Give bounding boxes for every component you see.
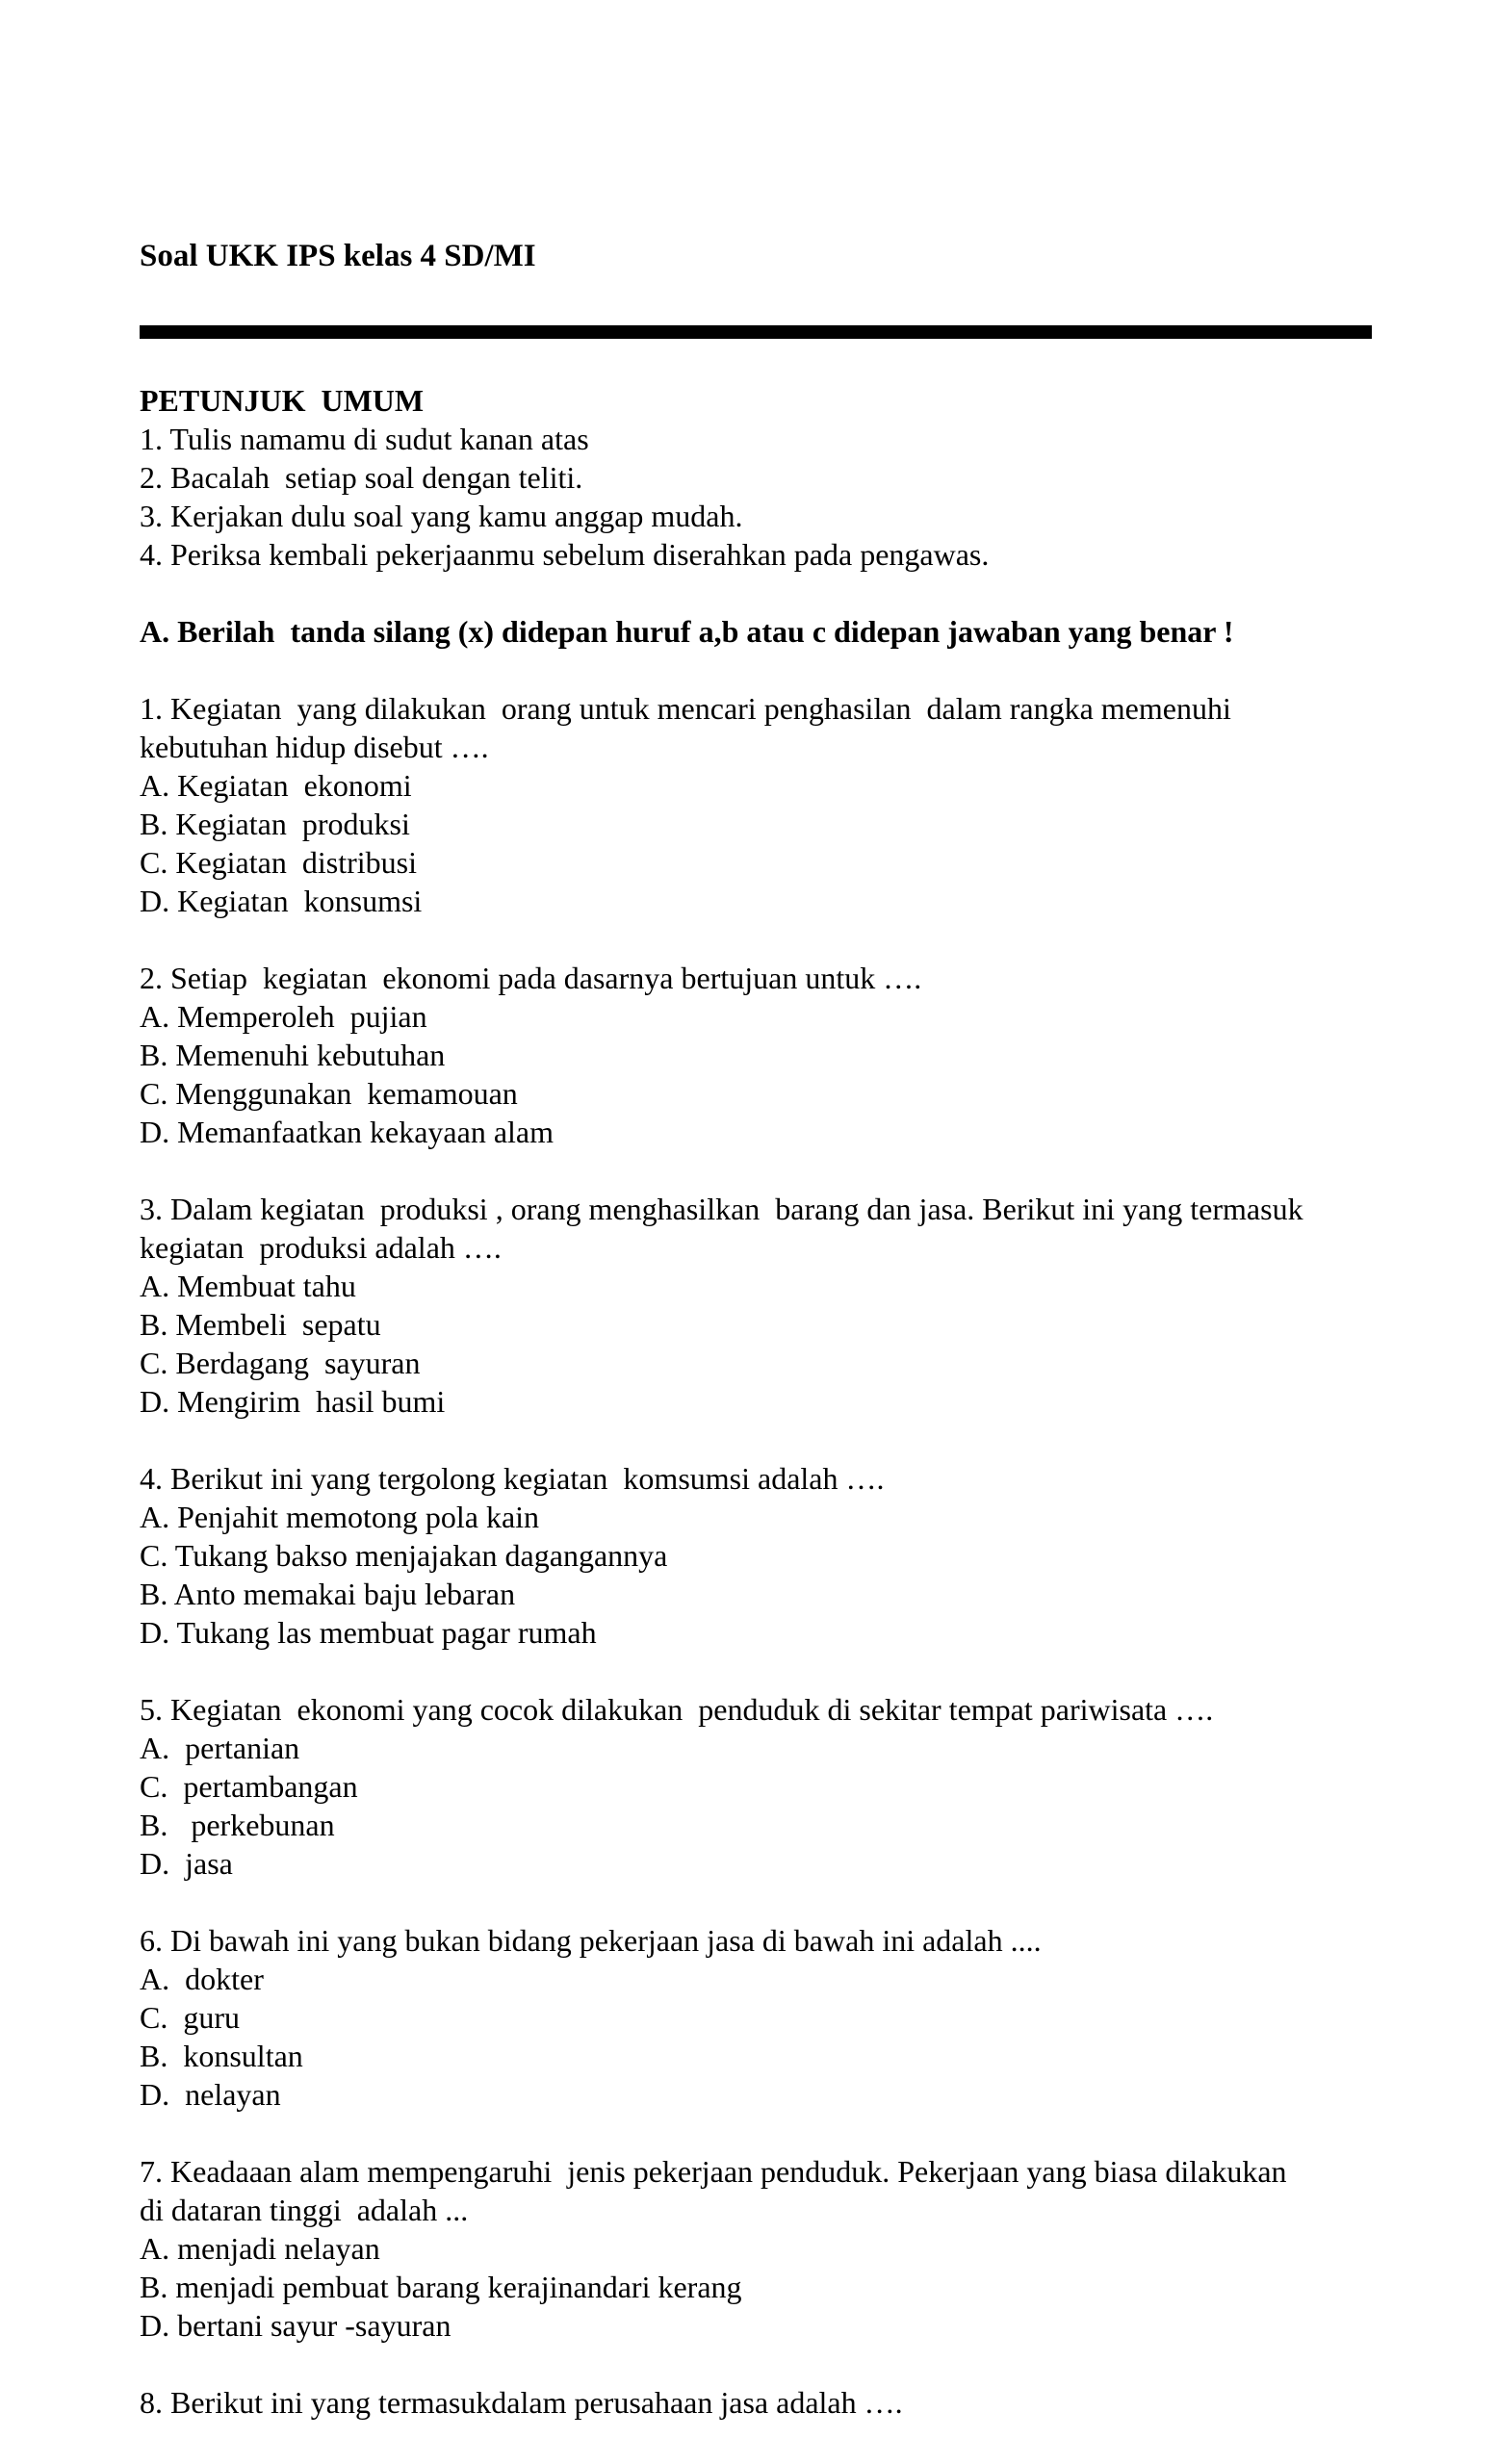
instructions-heading: PETUNJUK UMUM: [140, 383, 425, 418]
question-stem: 1. Kegiatan yang dilakukan orang untuk mencari penghasilan dalam rangka memenuhi: [140, 691, 1231, 726]
answer-option: D. Memanfaatkan kekayaan alam: [140, 1115, 555, 1149]
answer-option: A. pertanian: [140, 1731, 300, 1765]
answer-option: D. Kegiatan konsumsi: [140, 884, 423, 918]
question-3: [140, 1190, 1381, 1421]
section-a-heading: A. Berilah tanda silang (x) didepan huruf a,b atau c didepan jawaban yang benar !: [140, 614, 1234, 649]
answer-option: B. Anto memakai baju lebaran: [140, 1577, 516, 1611]
instruction-item: 2. Bacalah setiap soal dengan teliti.: [140, 460, 583, 495]
answer-option: D. Tukang las membuat pagar rumah: [140, 1615, 597, 1650]
answer-option: B. Kegiatan produksi: [140, 807, 410, 841]
answer-option: A. Penjahit memotong pola kain: [140, 1500, 540, 1534]
instruction-item: 1. Tulis namamu di sudut kanan atas: [140, 422, 589, 456]
answer-option: C. Kegiatan distribusi: [140, 845, 417, 880]
answer-option: A. Kegiatan ekonomi: [140, 768, 412, 803]
answer-option: B. Memenuhi kebutuhan: [140, 1038, 446, 1072]
answer-option: B. menjadi pembuat barang kerajinandari kerang: [140, 2270, 742, 2304]
title-divider: [140, 325, 1372, 339]
answer-option: B. perkebunan: [140, 1808, 335, 1842]
general-instructions: [140, 381, 1381, 574]
question-stem: 6. Di bawah ini yang bukan bidang pekerjaan jasa di bawah ini adalah ....: [140, 1923, 1042, 1958]
answer-option: D. Mengirim hasil bumi: [140, 1384, 446, 1419]
document-body: [140, 381, 1381, 2422]
question-stem: 4. Berikut ini yang tergolong kegiatan komsumsi adalah ….: [140, 1461, 885, 1496]
instruction-item: 4. Periksa kembali pekerjaanmu sebelum diserahkan pada pengawas.: [140, 537, 990, 572]
question-6: [140, 1921, 1381, 2114]
answer-option: A. Membuat tahu: [140, 1269, 356, 1303]
answer-option: A. menjadi nelayan: [140, 2231, 380, 2266]
question-5: [140, 1690, 1381, 1883]
answer-option: B. Membeli sepatu: [140, 1307, 381, 1342]
answer-option: B. konsultan: [140, 2039, 303, 2073]
question-2: [140, 959, 1381, 1151]
answer-option: C. Menggunakan kemamouan: [140, 1076, 518, 1111]
question-stem: 7. Keadaaan alam mempengaruhi jenis pekerjaan penduduk. Pekerjaan yang biasa dilakukan: [140, 2154, 1287, 2189]
question-8: [140, 2383, 1381, 2422]
answer-option: C. pertambangan: [140, 1769, 358, 1804]
answer-option: D. nelayan: [140, 2077, 281, 2112]
answer-option: A. Memperoleh pujian: [140, 999, 427, 1034]
answer-option: D. bertani sayur -sayuran: [140, 2308, 451, 2343]
instruction-item: 3. Kerjakan dulu soal yang kamu anggap mudah.: [140, 499, 743, 533]
question-stem: kegiatan produksi adalah ….: [140, 1230, 502, 1265]
question-stem: di dataran tinggi adalah ...: [140, 2193, 469, 2227]
answer-option: C. Tukang bakso menjajakan dagangannya: [140, 1538, 668, 1573]
question-4: [140, 1459, 1381, 1652]
answer-option: A. dokter: [140, 1962, 264, 1996]
answer-option: C. Berdagang sayuran: [140, 1346, 421, 1380]
answer-option: D. jasa: [140, 1846, 233, 1881]
question-stem: 5. Kegiatan ekonomi yang cocok dilakukan penduduk di sekitar tempat pariwisata ….: [140, 1692, 1214, 1727]
document-title: Soal UKK IPS kelas 4 SD/MI: [140, 239, 536, 273]
question-stem: 8. Berikut ini yang termasukdalam perusahaan jasa adalah ….: [140, 2385, 903, 2420]
question-stem: kebutuhan hidup disebut ….: [140, 730, 489, 764]
question-stem: 2. Setiap kegiatan ekonomi pada dasarnya bertujuan untuk ….: [140, 961, 922, 995]
question-7: [140, 2152, 1381, 2345]
question-1: [140, 689, 1381, 920]
answer-option: C. guru: [140, 2000, 240, 2035]
question-stem: 3. Dalam kegiatan produksi , orang menghasilkan barang dan jasa. Berikut ini yang termasuk: [140, 1192, 1303, 1226]
